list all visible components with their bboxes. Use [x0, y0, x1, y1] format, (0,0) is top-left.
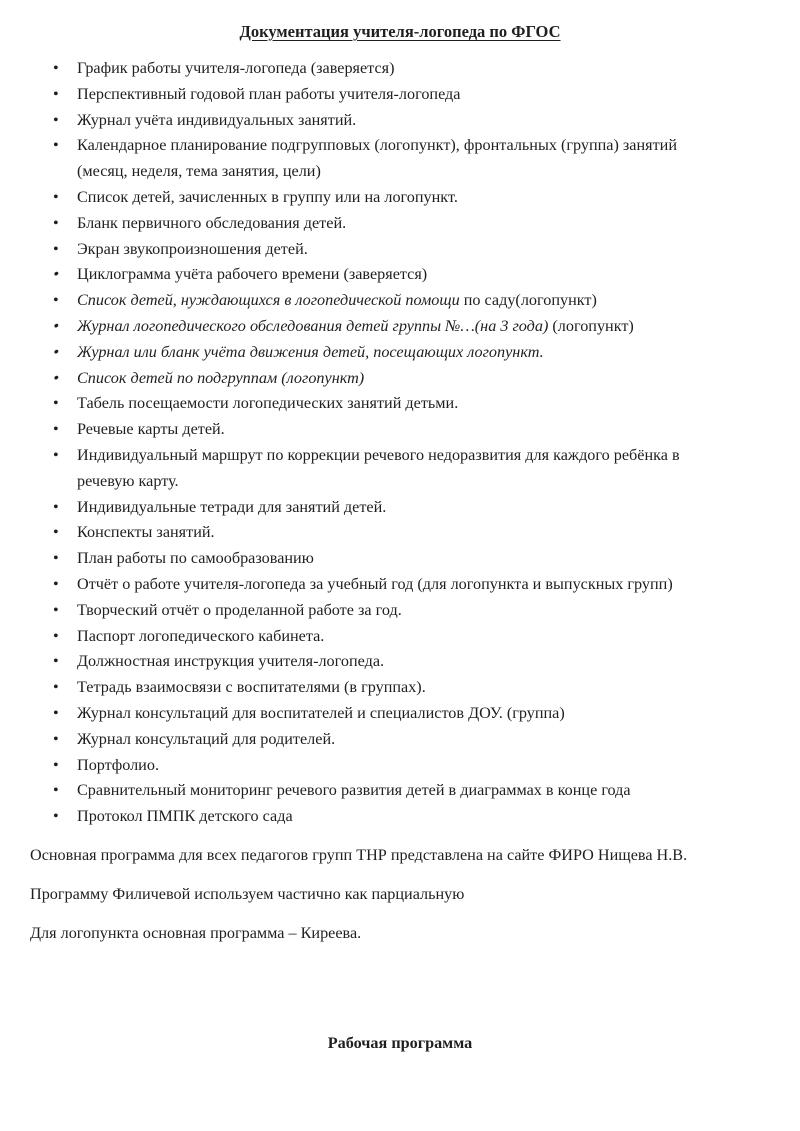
list-item: [30, 675, 717, 701]
list-item: [30, 82, 717, 108]
list-item-text: Индивидуальный маршрут по коррекции речевого недоразвития для каждого ребёнка в речевую карту.: [77, 445, 680, 490]
bullet-marker: •: [53, 84, 59, 103]
bullet-marker: •: [53, 807, 59, 826]
bullet-marker: •: [53, 291, 59, 310]
bullet-marker: •: [53, 574, 59, 593]
bullet-marker: •: [53, 600, 59, 619]
bullet-marker: •: [53, 523, 59, 542]
list-item: [30, 753, 717, 779]
bullet-marker: •: [53, 678, 59, 697]
bullet-marker: •: [50, 316, 62, 335]
bullet-marker: •: [53, 187, 59, 206]
list-item-text: План работы по самообразованию: [77, 549, 314, 568]
list-item: [30, 520, 717, 546]
bullet-marker: •: [53, 497, 59, 516]
bullet-marker: •: [50, 368, 62, 387]
bullet-marker: •: [53, 729, 59, 748]
list-item-text: Журнал логопедического обследования детей группы №…(на 3 года): [77, 316, 549, 335]
list-item-text: График работы учителя-логопеда (заверяется): [77, 59, 395, 77]
list-item-text: Должностная инструкция учителя-логопеда.: [77, 652, 385, 671]
list-item-text: Список детей по подгруппам (логопункт): [77, 368, 365, 387]
list-item-text: Перспективный годовой план работы учителя-логопеда: [77, 84, 461, 103]
list-item-text: Циклограмма учёта рабочего времени (заверяется): [77, 265, 428, 284]
list-item: [30, 417, 717, 443]
bullet-marker: •: [53, 445, 59, 464]
bullet-marker: •: [50, 265, 62, 284]
list-item: [30, 598, 717, 624]
list-item: [30, 288, 717, 314]
list-item-text: Творческий отчёт о проделанной работе за год.: [77, 600, 402, 619]
list-item-text: Табель посещаемости логопедических занятий детьми.: [77, 394, 459, 413]
bullet-marker: •: [53, 394, 59, 413]
bullet-marker: •: [53, 136, 59, 155]
list-item: [30, 366, 717, 392]
list-item: [30, 546, 717, 572]
list-item-text: Журнал консультаций для воспитателей и специалистов ДОУ. (группа): [77, 703, 565, 722]
list-item: [30, 340, 717, 366]
bullet-marker: •: [53, 549, 59, 568]
list-item: [30, 391, 717, 417]
list-item: [30, 624, 717, 650]
list-item: [30, 133, 717, 185]
bullet-marker: •: [53, 703, 59, 722]
bullet-marker: •: [53, 213, 59, 232]
bullet-marker: •: [53, 626, 59, 645]
document-title-text: Документация учителя-логопеда по ФГОС: [239, 22, 561, 41]
bullet-marker: •: [50, 342, 62, 361]
list-item-text: Протокол ПМПК детского сада: [77, 807, 293, 826]
paragraph: Программу Филичевой используем частично как парциальную: [30, 884, 465, 903]
document-bullet-list: [30, 56, 770, 830]
list-item: [30, 778, 717, 804]
document-title: [0, 0, 800, 43]
list-item-text: Журнал учёта индивидуальных занятий.: [77, 110, 357, 129]
footer-heading: Рабочая программа: [327, 1034, 473, 1053]
list-item: [30, 572, 717, 598]
list-item-text: Конспекты занятий.: [77, 523, 215, 542]
list-item: [30, 804, 717, 830]
list-item-text: Список детей, зачисленных в группу или на логопункт.: [77, 187, 458, 206]
list-item: [30, 727, 717, 753]
bullet-marker: •: [53, 59, 59, 77]
bullet-marker: •: [53, 239, 59, 258]
list-item-text: Речевые карты детей.: [77, 420, 225, 439]
list-item-text: Индивидуальные тетради для занятий детей.: [77, 497, 387, 516]
list-item-text: Паспорт логопедического кабинета.: [77, 626, 325, 645]
list-item: [30, 701, 717, 727]
bullet-marker: •: [53, 420, 59, 439]
list-item-text: Сравнительный мониторинг речевого развития детей в диаграммах в конце года: [77, 781, 631, 800]
list-item-text: Бланк первичного обследования детей.: [77, 213, 347, 232]
list-item: [30, 56, 717, 82]
bullet-marker: •: [53, 110, 59, 129]
list-item: [30, 237, 717, 263]
list-item-text: Журнал консультаций для родителей.: [77, 729, 336, 748]
list-item-text: Отчёт о работе учителя-логопеда за учебный год (для логопункта и выпускных групп): [77, 574, 673, 593]
list-item-text: Экран звукопроизношения детей.: [77, 239, 308, 258]
bullet-marker: •: [53, 755, 59, 774]
bullet-marker: •: [53, 652, 59, 671]
list-item-text: Список детей, нуждающихся в логопедической помощи: [77, 291, 460, 310]
closing-paragraphs: [30, 843, 770, 946]
list-item: [30, 443, 717, 495]
paragraph: Основная программа для всех педагогов групп ТНР представлена на сайте ФИРО Нищева Н.В.: [30, 845, 688, 864]
list-item: [30, 495, 717, 521]
list-item: [30, 314, 717, 340]
paragraph: Для логопункта основная программа – Киреева.: [30, 923, 362, 942]
bullet-marker: •: [53, 781, 59, 800]
list-item-text: (логопункт): [548, 316, 634, 335]
list-item: [30, 211, 717, 237]
list-item-text: Портфолио.: [77, 755, 159, 774]
list-item: [30, 185, 717, 211]
list-item-text: Календарное планирование подгрупповых (логопункт), фронтальных (группа) занятий (месяц, неделя, тема занятия, цели): [77, 136, 678, 181]
list-item-text: Тетрадь взаимосвязи с воспитателями (в группах).: [77, 678, 426, 697]
list-item-text: Журнал или бланк учёта движения детей, посещающих логопункт.: [77, 342, 544, 361]
list-item: [30, 262, 717, 288]
list-item-text: по саду(логопункт): [459, 291, 597, 310]
list-item: [30, 649, 717, 675]
list-item: [30, 108, 717, 134]
